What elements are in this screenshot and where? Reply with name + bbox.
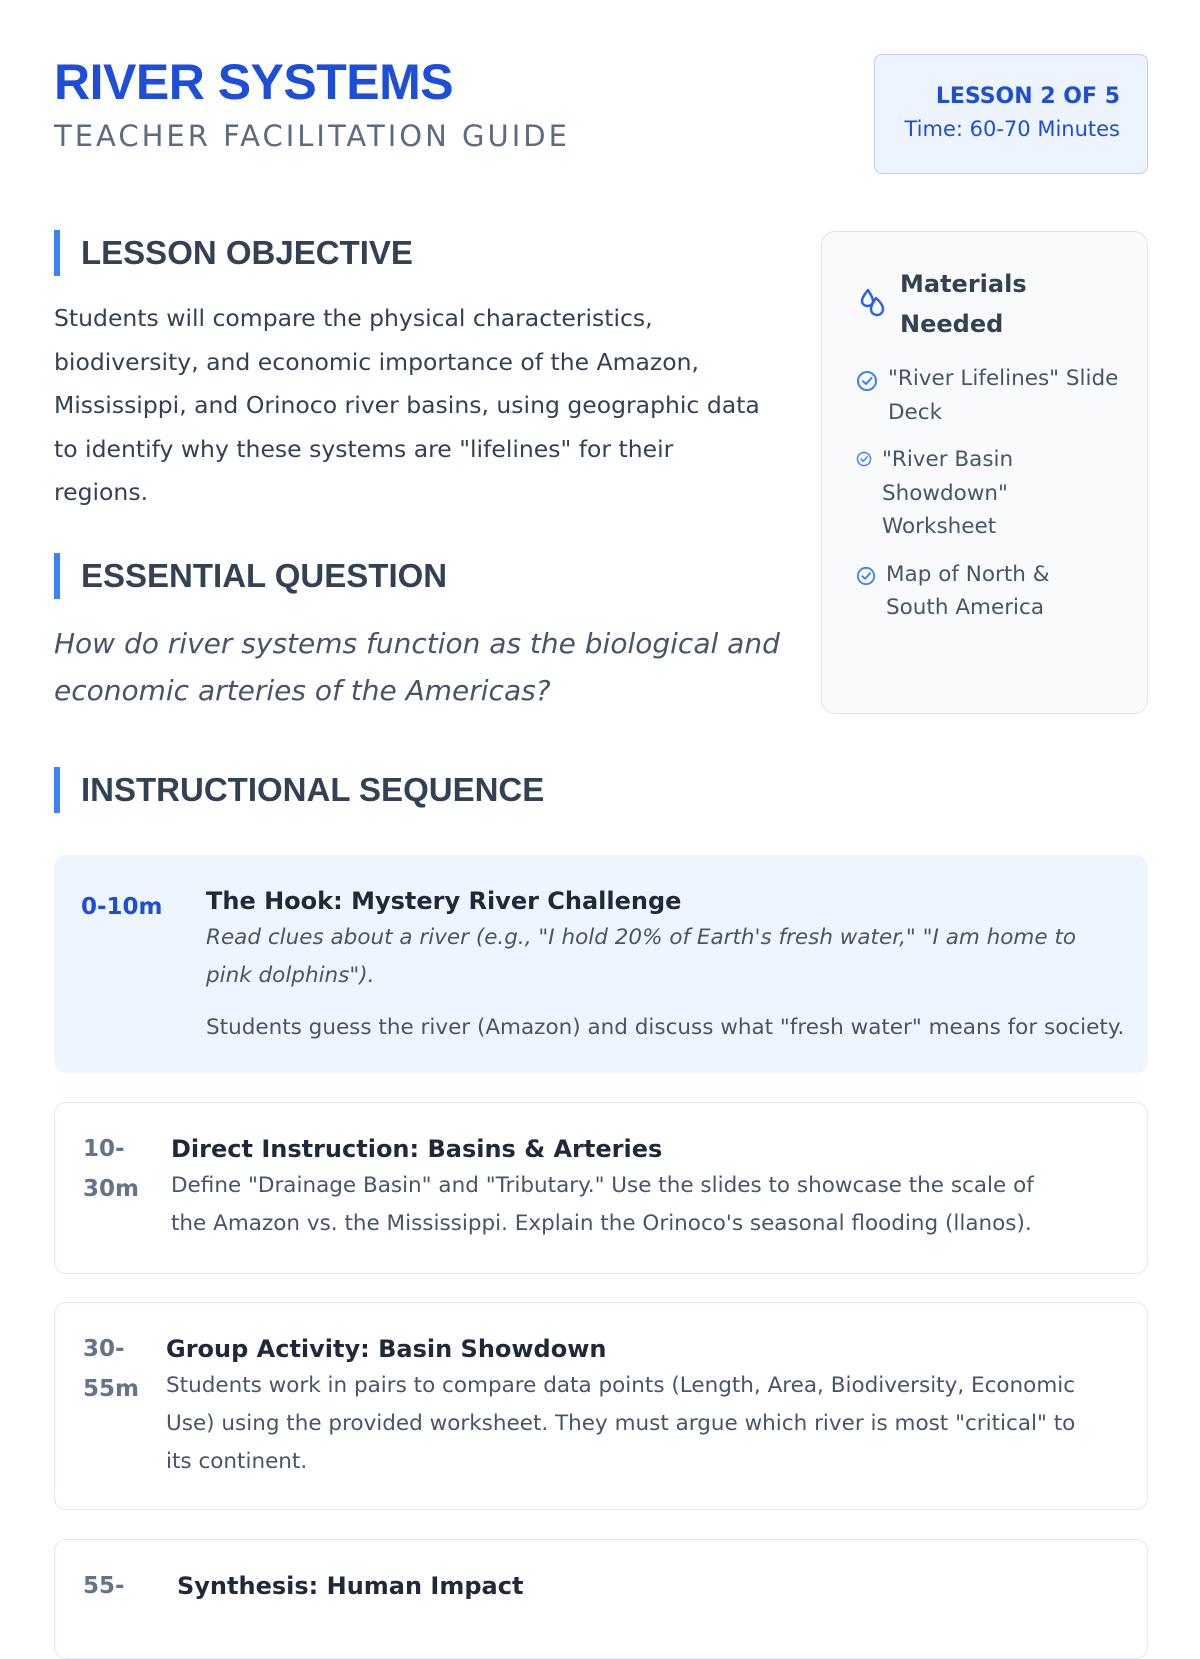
check-circle-icon: [856, 370, 878, 396]
lesson-time: Time: 60-70 Minutes: [904, 117, 1120, 141]
sequence-step: [54, 1539, 1148, 1659]
material-label: "River Lifelines" Slide Deck: [888, 366, 1119, 425]
step-time: 55-: [83, 1573, 125, 1599]
step-title: Group Activity: Basin Showdown: [166, 1335, 607, 1363]
question-text: How do river systems function as the biological and economic arteries of the Americas?: [54, 627, 780, 707]
materials-header: [858, 264, 1060, 344]
step-title: The Hook: Mystery River Challenge: [206, 887, 682, 915]
sequence-step: [54, 1102, 1148, 1274]
sequence-heading: INSTRUCTIONAL SEQUENCE: [54, 767, 544, 813]
water-drop-icon: [858, 286, 886, 322]
step-title: Synthesis: Human Impact: [177, 1572, 524, 1600]
step-time: 10-30m: [83, 1136, 139, 1202]
step-body: Students guess the river (Amazon) and discuss what "fresh water" means for society.: [206, 1015, 1125, 1040]
list-item: [856, 443, 1126, 544]
objective-heading: LESSON OBJECTIVE: [54, 230, 413, 276]
step-body: Define "Drainage Basin" and "Tributary." Use the slides to showcase the scale of the Amazon vs. the Mississippi. Explain the Orinoco's seasonal flooding (llanos).: [171, 1173, 1034, 1236]
material-label: Map of North & South America: [886, 561, 1050, 620]
lesson-number: LESSON 2 OF 5: [935, 84, 1120, 109]
check-circle-icon: [856, 451, 872, 471]
step-time: 0-10m: [81, 894, 163, 920]
objective-text: Students will compare the physical characteristics, biodiversity, and economic importance of the Amazon, Mississippi, and Orinoco river basins, using geographic data to identify why these systems are "lifelines" for their regions.: [54, 304, 760, 506]
question-heading: ESSENTIAL QUESTION: [54, 553, 447, 599]
step-time: 30-55m: [83, 1336, 139, 1402]
check-circle-icon: [856, 566, 876, 590]
sequence-step: [54, 855, 1148, 1073]
step-note: Read clues about a river (e.g., "I hold 20% of Earth's fresh water," "I am home to pink dolphins").: [206, 925, 1077, 988]
lesson-info-box: [874, 54, 1148, 174]
page-subtitle: TEACHER FACILITATION GUIDE: [54, 119, 570, 153]
step-title: Direct Instruction: Basins & Arteries: [171, 1135, 663, 1163]
materials-card: [821, 231, 1148, 714]
list-item: [856, 558, 1126, 625]
material-label: "River Basin Showdown" Worksheet: [882, 447, 1014, 539]
sequence-step: [54, 1302, 1148, 1510]
step-body: Students work in pairs to compare data points (Length, Area, Biodiversity, Economic Use) using the provided worksheet. They must argue which river is most "critical" to its continent.: [166, 1373, 1076, 1474]
list-item: [856, 362, 1126, 429]
page-title: RIVER SYSTEMS: [54, 54, 454, 110]
materials-title: Materials Needed: [900, 270, 1027, 338]
materials-list: [856, 362, 1126, 639]
